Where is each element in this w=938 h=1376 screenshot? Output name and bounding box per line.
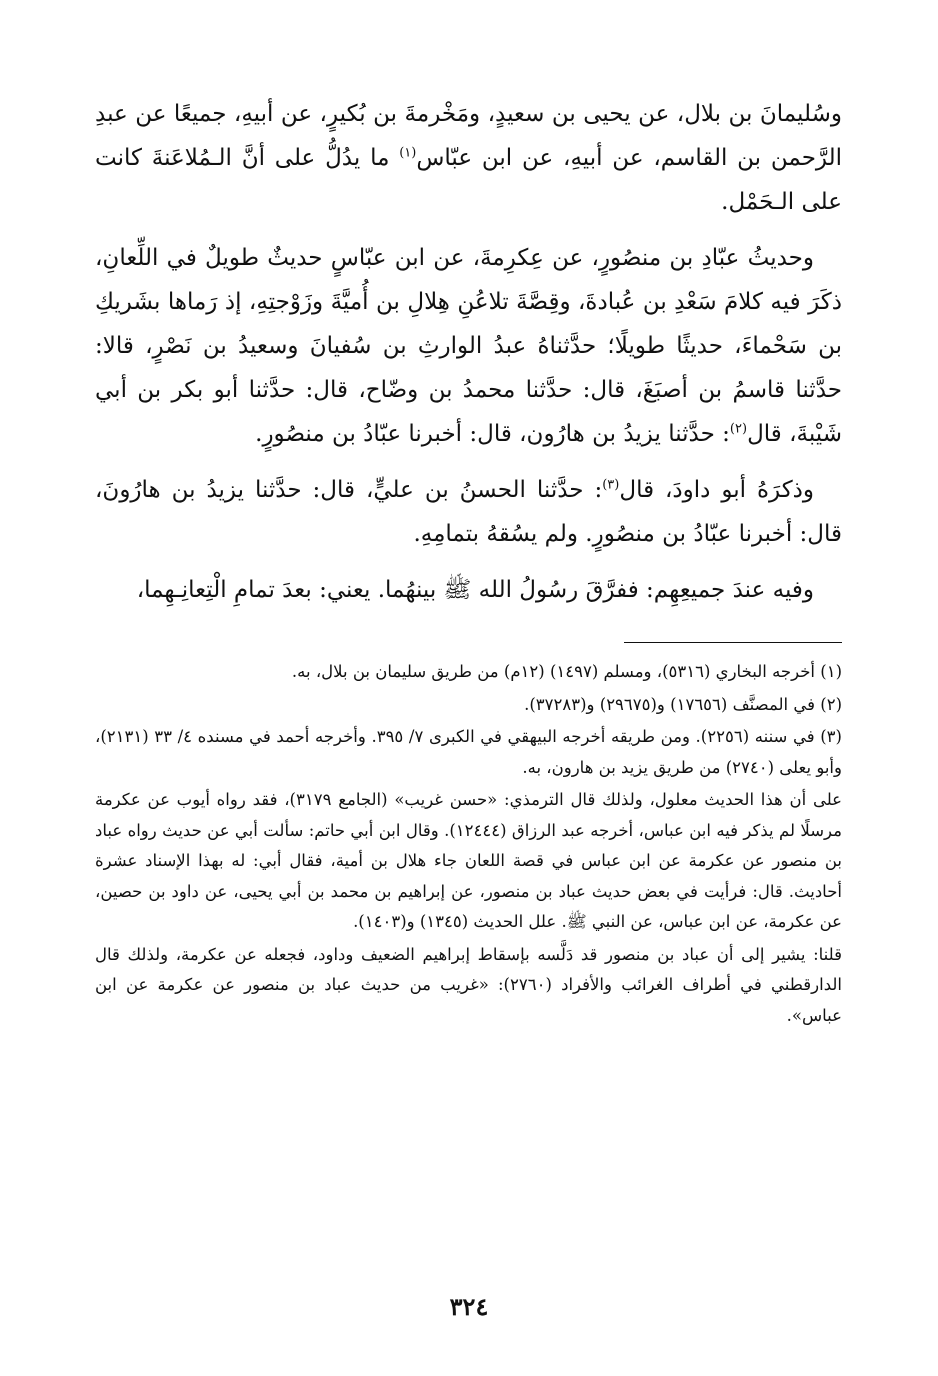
footnote-3: (٣) في سننه (٢٢٥٦). ومن طريقه أخرجه البيهقي في الكبرى ٧/ ٣٩٥. وأخرجه أحمد في مسنده ٤/ ٣٣ (٢١٣١)، وأبو يعلى (٢٧٤٠) من طريق يزيد بن هارون، به.: [95, 727, 842, 777]
main-paragraph-4: [95, 568, 842, 612]
footnote-2: (٢) في المصنَّف (١٧٦٥٦) و(٢٩٦٧٥) و(٣٧٢٨٣).: [524, 694, 842, 714]
paragraph-3-end: : حدَّثنا الحسنُ بن عليٍّ، قال: حدَّثنا يزيدُ بن هارُونَ، قال: أخبرنا عبّادُ بن منصُورٍ. ولم يسُقهُ بتمامِهِ.: [95, 477, 842, 547]
paragraph-1-end: ما يدُلُّ على أنَّ الـمُلاعَنةَ كانت على الـحَمْل.: [95, 145, 842, 215]
paragraph-3-text: وذكرَهُ أبو داودَ، قال: [619, 477, 815, 503]
paragraph-4-text: وفيه عندَ جميعِهِم: ففرَّقَ رسُولُ الله ﷺ بينهُما. يعني: بعدَ تمامِ الْتِعانِـهِما،: [136, 577, 814, 603]
main-paragraph-2: [95, 236, 842, 456]
footnote-1: (١) أخرجه البخاري (٥٣١٦)، ومسلم (١٤٩٧) (١٢م) من طريق سليمان بن بلال، به.: [291, 662, 842, 681]
footnotes: [95, 657, 842, 1031]
paragraph-1-text: وسُليمانَ بن بلال، عن يحيى بن سعيدٍ، ومَخْرمةَ بن بُكيرٍ، عن أبيهِ، جميعًا عن عبدِ الرَّحمن بن القاسم، عن أبيهِ، عن ابن عبّاس: [95, 101, 842, 171]
paragraph-2-end: : حدَّثنا يزيدُ بن هارُون، قال: أخبرنا عبّادُ بن منصُورٍ.: [255, 421, 730, 447]
footnote-3-note-1: على أن هذا الحديث معلول، ولذلك قال الترمذي: «حسن غريب» (الجامع ٣١٧٩)، فقد رواه أيوب عن عكرمة مرسلًا لم يذكر فيه ابن عباس، أخرجه عبد الرزاق (١٢٤٤٤). وقال ابن أبي حاتم: سألت أبي عن حديث رواه عباد بن منصور عن عكرمة عن ابن عباس في قصة اللعان جاء هلال بن أمية، فقال أبي: له بهذا الإسناد عشرة أحاديث. قال: فرأيت في بعض حديث عباد بن منصور، عن إبراهيم بن محمد بن أبي يحيى، عن داود بن حصين، عن عكرمة، عن ابن عباس، عن النبي ﷺ. علل الحديث (١٣٤٥) و(١٤٠٣).: [95, 790, 843, 931]
main-text: [95, 92, 842, 612]
footnote-divider: [624, 642, 842, 643]
paragraph-2-text: وحديثُ عبّادِ بن منصُورٍ، عن عِكرِمةَ، عن ابن عبّاسٍ حديثٌ طويلٌ في اللِّعانِ، ذكَرَ فيه كلامَ سَعْدِ بن عُبادةَ، وقِصَّةَ تلاعُنِ هِلالِ بن أُميَّةَ وزَوْجتِهِ، إذ رَماها بشَريكِ بن سَحْماءَ، حديثًا طويلًا؛ حدَّثناهُ عبدُ الوارثِ بن سُفيانَ وسعيدُ بن نَصْرٍ، قالا: حدَّثنا قاسمُ بن أصبَغَ، قال: حدَّثنا محمدُ بن وضّاح، قال: حدَّثنا أبو بكر بن أبي شَيْبةَ، قال: [95, 245, 842, 447]
footnote-ref-1[interactable]: (١): [399, 145, 417, 161]
book-page: [95, 92, 842, 1342]
page-number: ٣٢٤: [449, 1292, 489, 1321]
footnote-3-note-2: قلنا: يشير إلى أن عباد بن منصور قد دَلَّسه بإسقاط إبراهيم الضعيف وداود، فجعله عن عكرمة، ولذلك قال الدارقطني في أطراف الغرائب والأفراد (٢٧٦٠): «غريب من حديث عباد بن منصور عن عكرمة عن ابن عباس».: [95, 944, 842, 1025]
footnote-ref-2[interactable]: (٢): [729, 421, 748, 437]
footnote-ref-3[interactable]: (٣): [602, 477, 620, 493]
main-paragraph-1: [95, 92, 842, 224]
main-paragraph-3: [95, 468, 842, 556]
